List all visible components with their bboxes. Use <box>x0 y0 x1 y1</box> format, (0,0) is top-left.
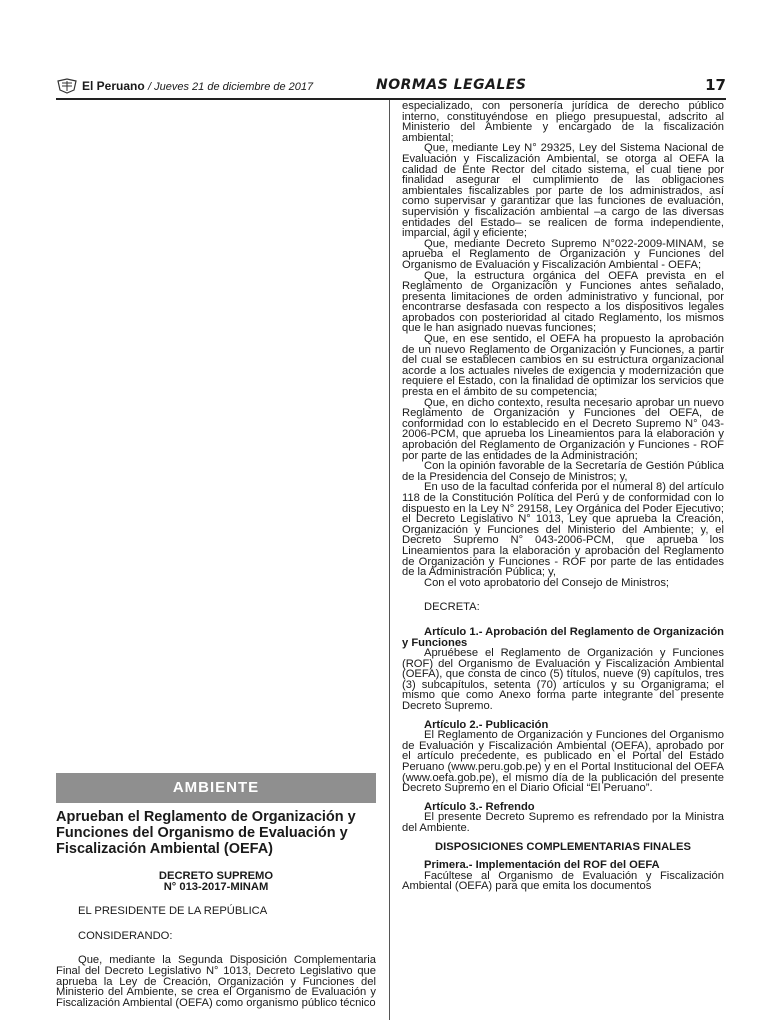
first-provision-heading: Primera.- Implementación del ROF del OEFA <box>424 859 660 872</box>
president-line: EL PRESIDENTE DE LA REPÚBLICA <box>78 905 268 918</box>
paragraph: especializado, con personería jurídica de derecho público interno, constituyéndose en pliego presupuestal, adscrito al Ministerio del Ambiente y encargado de la fiscalización ambiental; <box>402 100 724 144</box>
paragraph: Que, mediante Decreto Supremo N°022-2009-MINAM, se aprueba el Reglamento de Organización y Funciones del Organismo de Evaluación y Fiscalización Ambiental - OEFA; <box>402 237 724 271</box>
page-header <box>56 74 726 100</box>
decree-label: DECRETO SUPREMO <box>158 870 274 882</box>
paragraph: Que, la estructura orgánica del OEFA prevista en el Reglamento de Organización y Funciones antes señalado, presenta limitaciones de orden administrativo y funcional, por encontrarse desfasada con respecto a los dispositivos legales aprobados con posterioridad al citado Reglamento, los mismos que le han asignado nuevas funciones; <box>402 269 724 335</box>
newspaper-brand <box>82 79 313 93</box>
paragraph: Con el voto aprobatorio del Consejo de Ministros; <box>424 576 670 589</box>
coat-of-arms-icon <box>56 78 78 94</box>
paragraph: Que, en ese sentido, el OEFA ha propuesto la aprobación de un nuevo Reglamento de Organización y Funciones, a partir del cual se establecen cambios en su estructura organizacional acorde a los actuales niveles de exigencia y modernización que requiere el Estado, con la finalidad de optimizar los servicios que presta en el ámbito de su competencia; <box>402 333 724 399</box>
paragraph: Con la opinión favorable de la Secretaría de Gestión Pública de la Presidencia del Consejo de Ministros; y, <box>402 460 724 483</box>
article-title: Aprueban el Reglamento de Organización y Funciones del Organismo de Evaluación y Fiscalización Ambiental (OEFA) <box>56 809 356 857</box>
article-2-body: El Reglamento de Organización y Funciones del Organismo de Evaluación y Fiscalización Ambiental (OEFA), aprobado por el artículo precedente, es publicado en el Portal del Estado Peruano (www.peru.gob.pe) y en el Portal Institucional del OEFA (www.oefa.gob.pe), el mismo día de la publicación del presente Decreto Supremo en el Diario Oficial “El Peruano”. <box>402 729 724 795</box>
decreta-label: DECRETA: <box>424 601 480 614</box>
brand-name: El Peruano <box>82 79 145 93</box>
left-column <box>56 773 376 1008</box>
right-column <box>402 101 724 892</box>
decree-number: N° 013-2017-MINAM <box>163 880 269 893</box>
article-3-body: El presente Decreto Supremo es refrendado por la Ministra del Ambiente. <box>402 811 724 834</box>
column-divider <box>389 100 390 1020</box>
paragraph: Que, en dicho contexto, resulta necesario aprobar un nuevo Reglamento de Organización y Funciones del OEFA, de conformidad con lo establecido en el Decreto Supremo N° 043-2006-PCM, que aprueba los Lineamientos para la elaboración y aprobación del Reglamento de Organización y Funciones - ROF por parte de las entidades de la Administración; <box>402 396 724 462</box>
issue-date: / Jueves 21 de diciembre de 2017 <box>148 81 314 93</box>
paragraph: Que, mediante la Segunda Disposición Complementaria Final del Decreto Legislativo N° 1013, Decreto Legislativo que aprueba la Ley de Creación, Organización y Funciones del Ministerio del Ambiente, se crea el Organismo de Evaluación y Fiscalización Ambiental (OEFA) como organismo público técnico <box>56 954 376 1009</box>
paragraph: Que, mediante Ley N° 29325, Ley del Sistema Nacional de Evaluación y Fiscalización Ambiental, se otorga al OEFA la calidad de Ente Rector del citado sistema, el cual tiene por finalidad asegurar el cumplimiento de las obligaciones ambientales fiscalizables por parte de los administrados, así como supervisar y garantizar que las funciones de evaluación, supervisión y fiscalización ambiental –a cargo de las diversas entidades del Estado– se realicen de forma independiente, imparcial, ágil y eficiente; <box>402 142 724 240</box>
considering-label: CONSIDERANDO: <box>78 929 173 942</box>
article-3-heading: Artículo 3.- Refrendo <box>424 800 535 813</box>
section-title: NORMAS LEGALES <box>376 77 527 93</box>
first-provision-body: Facúltese al Organismo de Evaluación y Fiscalización Ambiental (OEFA) para que emita los documentos <box>402 869 724 893</box>
article-1-heading: Artículo 1.- Aprobación del Reglamento de Organización y Funciones <box>402 625 724 649</box>
section-band: AMBIENTE <box>56 773 376 803</box>
article-1-body: Apruébese el Reglamento de Organización y Funciones (ROF) del Organismo de Evaluación y Fiscalización Ambiental (OEFA), que consta de cinco (5) títulos, nueve (9) capítulos, tres (3) subcapítulos, setenta (70) artículos y su Organigrama; el mismo que como Anexo forma parte integrante del presente Decreto Supremo. <box>402 647 724 713</box>
page-number: 17 <box>705 76 726 94</box>
article-2-heading: Artículo 2.- Publicación <box>424 718 549 731</box>
final-provisions-heading: DISPOSICIONES COMPLEMENTARIAS FINALES <box>435 840 691 853</box>
paragraph: En uso de la facultad conferida por el numeral 8) del artículo 118 de la Constitución Política del Perú y de conformidad con lo dispuesto en la Ley N° 29158, Ley Orgánica del Poder Ejecutivo; el Decreto Legislativo N° 1013, Ley que aprueba la Creación, Organización y Funciones del Ministerio del Ambiente; y, el Decreto Supremo N° 043-2006-PCM, que aprueba los Lineamientos para la elaboración y aprobación del Reglamento de Organización y Funciones - ROF por parte de las entidades de la Administración Pública; y, <box>402 481 724 579</box>
